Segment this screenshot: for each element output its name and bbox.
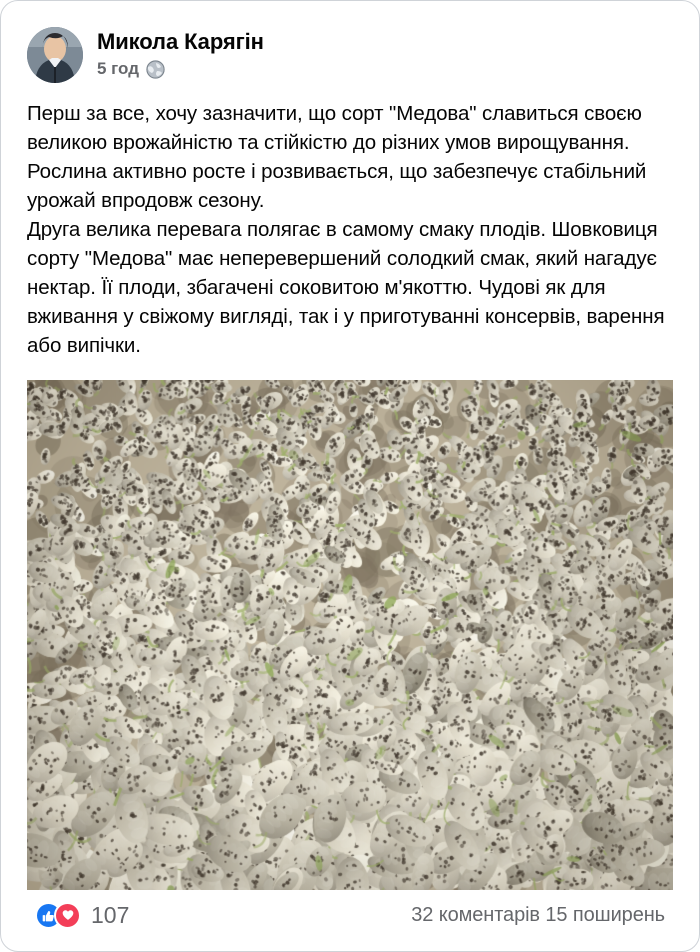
post-text <box>1 83 699 360</box>
comments-shares-stats[interactable]: 32 коментарів 15 поширень <box>411 903 665 926</box>
avatar[interactable] <box>27 27 83 83</box>
post-photo[interactable] <box>27 380 673 890</box>
heart-icon <box>54 902 81 929</box>
reaction-count: 107 <box>91 901 130 928</box>
author-block <box>97 27 264 79</box>
post-paragraph-1: Перш за все, хочу зазначити, що сорт "Медова" славиться своєю великою врожайністю та стійкістю до різних умов вирощування. Рослина активно росте і розвивається, що забезпечує стабільний урожай впродовж сезону. <box>27 102 647 212</box>
footer-right <box>411 904 665 927</box>
post-meta <box>97 59 264 79</box>
author-name[interactable]: Микола Карягін <box>97 29 264 54</box>
reaction-icons <box>35 902 81 929</box>
post-paragraph-2: Друга велика перевага полягає в самому смаку плодів. Шовковиця сорту "Медова" має неперевершений солодкий смак, який нагадує нектар. Її плоди, збагачені соковитою м'якоттю. Чудові як для вживання у свіжому вигляді, так і у приготуванні консервів, варення або випічки. <box>27 218 665 357</box>
white-mulberry-berries-photo <box>27 380 673 890</box>
reactions-summary[interactable] <box>35 902 129 929</box>
post-timestamp[interactable]: 5 год <box>97 59 139 78</box>
globe-icon <box>146 60 165 79</box>
post-footer <box>1 879 699 951</box>
post-header <box>1 1 699 83</box>
